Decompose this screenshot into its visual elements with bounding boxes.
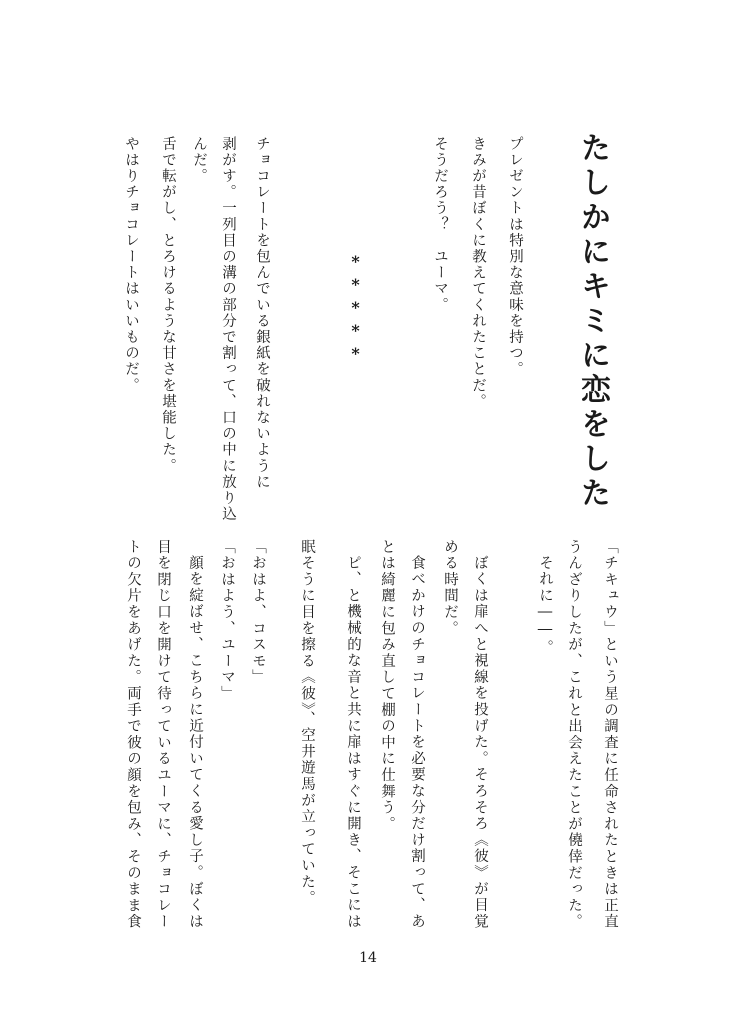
text-line: 眠そうに目を擦る《彼》、空井遊馬が立っていた。 (299, 539, 315, 907)
text-line: それに――。 (537, 555, 553, 656)
text-line: そうだろう？ ユーマ。 (432, 136, 448, 314)
section-separator: ***** (346, 252, 365, 367)
text-line: きみが昔ぼくに教えてくれたことだ。 (470, 136, 486, 410)
text-line: める時間だ。 (442, 539, 458, 637)
text-line: んだ。 (191, 136, 207, 185)
text-line: 舌で転がし、とろけるような甘さを堪能した。 (160, 136, 176, 475)
text-line: やはりチョコレートはいいものだ。 (123, 136, 139, 394)
text-line: トの欠片をあげた。両手で彼の顔を包み、そのまま食 (125, 539, 141, 931)
text-line: 剥がす。一列目の溝の部分で割って、口の中に放り込 (220, 136, 236, 523)
text-line: ピ、と機械的な音と共に扉はすぐに開き、そこには (345, 555, 361, 930)
text-line: うんざりしたが、これと出会えたことが僥倖だった。 (566, 539, 582, 931)
text-line: 「チキュウ」という星の調査に任命されたときは正直 (602, 539, 618, 931)
text-line: 顔を綻ばせ、こちらに近付いてくる愛し子。ぼくは (187, 555, 203, 930)
text-line: チョコレートを包んでいる銀紙を破れないように (254, 136, 270, 491)
page-number: 14 (359, 950, 377, 966)
text-line: 「おはよう、ユーマ」 (219, 539, 235, 702)
text-line: 「おはよ、コスモ」 (250, 539, 266, 686)
text-line: ぼくは扉へと視線を投げた。そろそろ《彼》が目覚 (472, 555, 488, 930)
text-line: プレゼントは特別な意味を持つ。 (507, 136, 523, 378)
text-line: 食べかけのチョコレートを必要な分だけ割って、あ (409, 555, 425, 930)
text-line: とは綺麗に包み直して棚の中に仕舞う。 (379, 539, 395, 833)
chapter-title: たしかにキミに恋をした (575, 132, 610, 512)
text-line: 目を閉じ口を開けて待っているユーマに、チョコレー (155, 539, 171, 931)
